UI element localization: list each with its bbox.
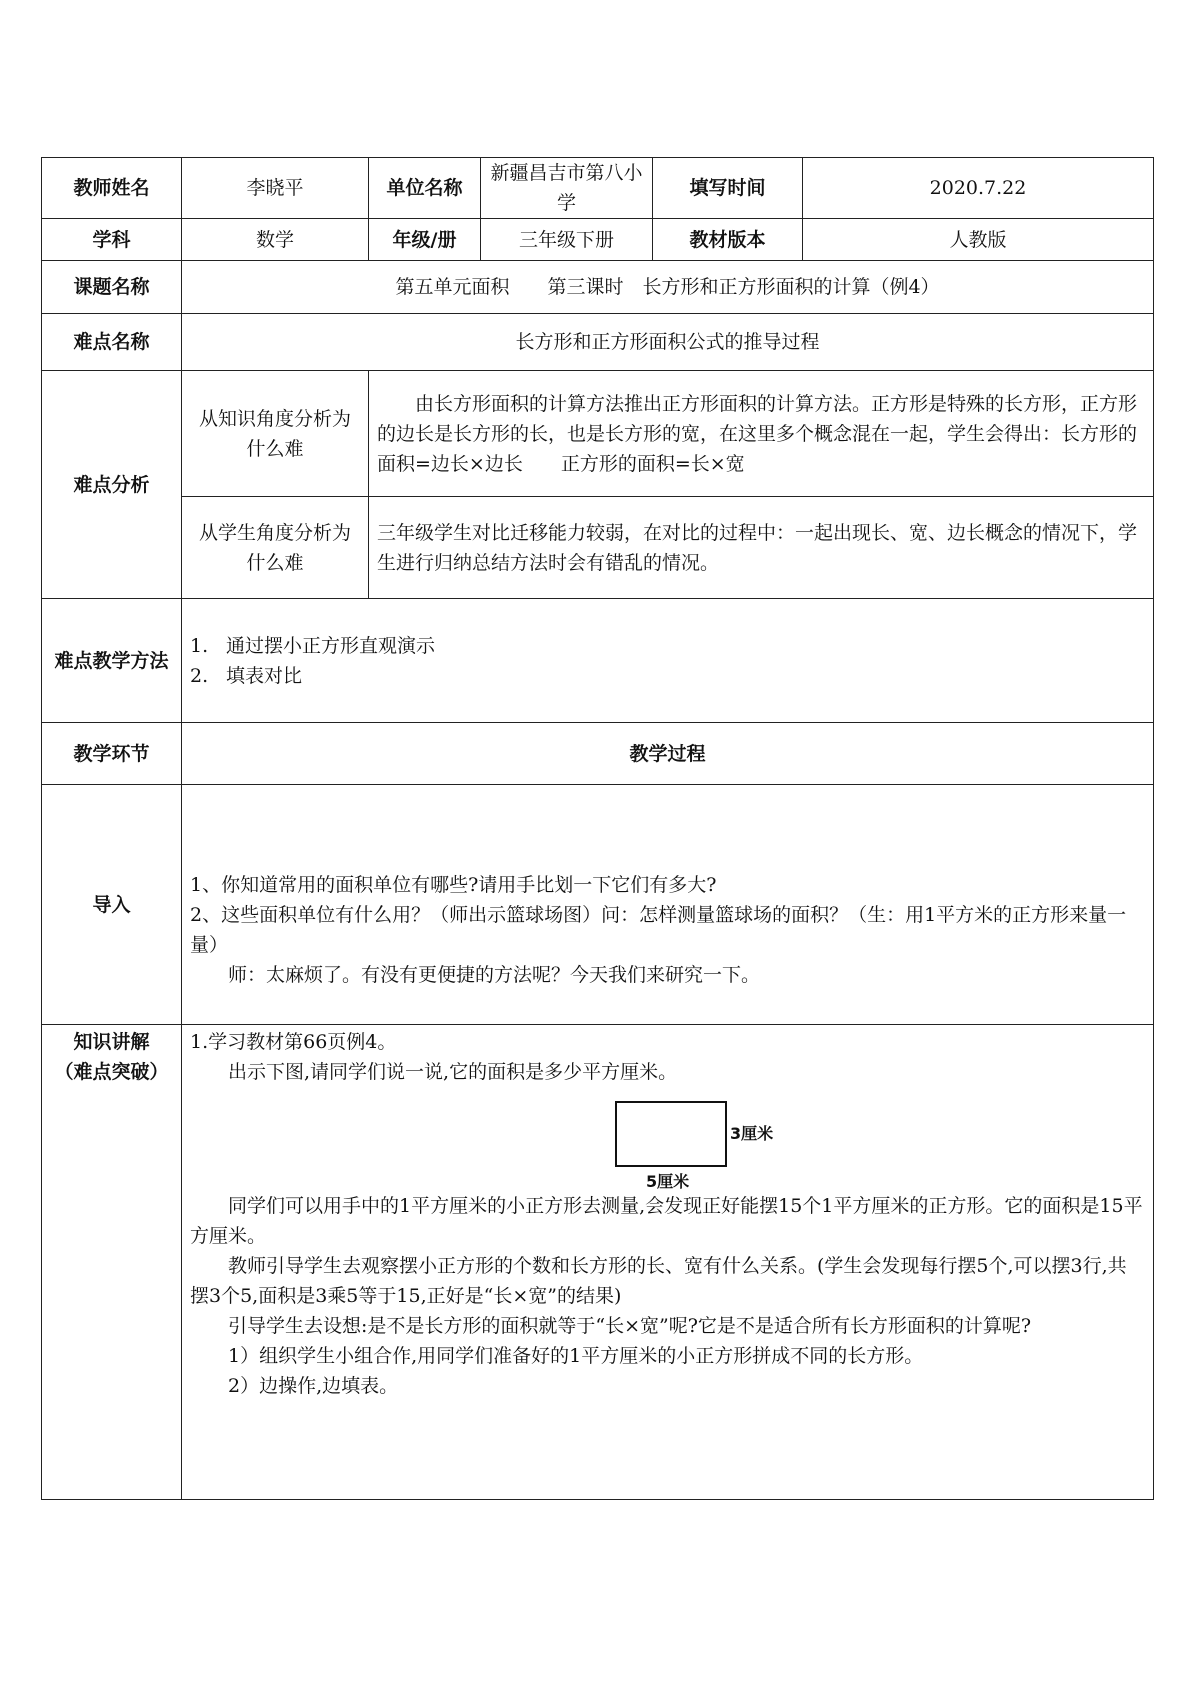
rectangle-shape xyxy=(615,1101,727,1167)
process-header-row xyxy=(42,723,1154,785)
unit-value: 新疆昌吉市第八小学 xyxy=(481,158,653,219)
difficulty-label: 难点名称 xyxy=(42,314,182,371)
rectangle-width-label: 5厘米 xyxy=(646,1172,690,1191)
knowledge-line-1: 1.学习教材第66页例4。 xyxy=(190,1031,397,1053)
topic-label: 课题名称 xyxy=(42,261,182,314)
method-item-number: 2. xyxy=(190,664,209,687)
intro-line-1: 1、你知道常用的面积单位有哪些?请用手比划一下它们有多大? xyxy=(190,873,717,896)
knowledge-angle-text xyxy=(369,371,1154,497)
knowledge-paragraph-5: 2）边操作,边填表。 xyxy=(228,1375,399,1397)
teacher-label: 教师姓名 xyxy=(42,158,182,219)
knowledge-paragraph-1: 同学们可以用手中的1平方厘米的小正方形去测量,会发现正好能摆15个1平方厘米的正方形。它的面积是15平方厘米。 xyxy=(190,1195,1143,1247)
unit-label: 单位名称 xyxy=(369,158,481,219)
analysis-student-row xyxy=(42,497,1154,599)
teacher-value: 李晓平 xyxy=(182,158,369,219)
intro-content xyxy=(182,785,1154,1025)
intro-line-3: 师：太麻烦了。有没有更便捷的方法呢？今天我们来研究一下。 xyxy=(228,963,761,986)
knowledge-label-line1: 知识讲解 xyxy=(73,1031,150,1053)
knowledge-paragraph-2: 教师引导学生去观察摆小正方形的个数和长方形的长、宽有什么关系。(学生会发现每行摆5个,可以摆3行,共摆3个5,面积是3乘5等于15,正好是“长×宽”的结果) xyxy=(190,1255,1127,1307)
method-item xyxy=(190,631,1145,661)
topic-row xyxy=(42,261,1154,314)
header-row-2 xyxy=(42,219,1154,261)
knowledge-label xyxy=(42,1025,182,1500)
date-value: 2020.7.22 xyxy=(803,158,1154,219)
process-label: 教学过程 xyxy=(182,723,1154,785)
method-item-text: 通过摆小正方形直观演示 xyxy=(226,634,436,657)
rectangle-figure xyxy=(190,1091,1145,1191)
method-row xyxy=(42,599,1154,723)
topic-value: 第五单元面积 第三课时 长方形和正方形面积的计算（例4） xyxy=(182,261,1154,314)
analysis-label: 难点分析 xyxy=(42,371,182,599)
student-angle-label: 从学生角度分析为什么难 xyxy=(182,497,369,599)
subject-value: 数学 xyxy=(182,219,369,261)
method-label: 难点教学方法 xyxy=(42,599,182,723)
method-item-text: 填表对比 xyxy=(226,664,303,687)
analysis-knowledge-row xyxy=(42,371,1154,497)
knowledge-line-2: 出示下图,请同学们说一说,它的面积是多少平方厘米。 xyxy=(228,1061,678,1083)
intro-line-2: 2、这些面积单位有什么用？（师出示篮球场图）问：怎样测量篮球场的面积？（生：用1平方米的正方形来量一量） xyxy=(190,903,1127,956)
student-angle-text: 三年级学生对比迁移能力较弱，在对比的过程中：一起出现长、宽、边长概念的情况下，学生进行归纳总结方法时会有错乱的情况。 xyxy=(369,497,1154,599)
lesson-plan-table xyxy=(41,157,1154,1500)
rectangle-height-label: 3厘米 xyxy=(730,1124,774,1143)
date-label: 填写时间 xyxy=(653,158,803,219)
process-stage-label: 教学环节 xyxy=(42,723,182,785)
grade-value: 三年级下册 xyxy=(481,219,653,261)
knowledge-angle-label: 从知识角度分析为什么难 xyxy=(182,371,369,497)
knowledge-angle-paragraph: 由长方形面积的计算方法推出正方形面积的计算方法。正方形是特殊的长方形，正方形的边长是长方形的长，也是长方形的宽，在这里多个概念混在一起，学生会得出：长方形的面积=边长×边长 正方形的面积=长×宽 xyxy=(377,392,1138,475)
knowledge-paragraph-4: 1）组织学生小组合作,用同学们准备好的1平方厘米的小正方形拼成不同的长方形。 xyxy=(228,1345,924,1367)
grade-label: 年级/册 xyxy=(369,219,481,261)
knowledge-content xyxy=(182,1025,1154,1500)
method-item xyxy=(190,661,1145,691)
knowledge-row xyxy=(42,1025,1154,1500)
difficulty-row xyxy=(42,314,1154,371)
difficulty-value: 长方形和正方形面积公式的推导过程 xyxy=(182,314,1154,371)
method-item-number: 1. xyxy=(190,634,209,657)
intro-label: 导入 xyxy=(42,785,182,1025)
method-list xyxy=(182,599,1154,723)
edition-label: 教材版本 xyxy=(653,219,803,261)
knowledge-paragraph-3: 引导学生去设想:是不是长方形的面积就等于“长×宽”呢?它是不是适合所有长方形面积的计算呢? xyxy=(228,1315,1032,1337)
edition-value: 人教版 xyxy=(803,219,1154,261)
header-row-1 xyxy=(42,158,1154,219)
knowledge-label-line2: （难点突破） xyxy=(54,1061,169,1083)
subject-label: 学科 xyxy=(42,219,182,261)
intro-row xyxy=(42,785,1154,1025)
